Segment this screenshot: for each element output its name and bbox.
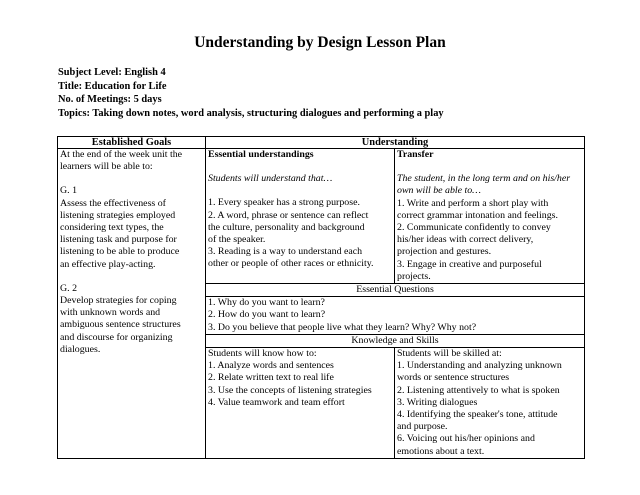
skills-heading: Students will be skilled at: <box>397 348 502 360</box>
text-line: 1. Write and perform a short play with <box>397 197 549 209</box>
text-line: an effective play-acting. <box>60 258 156 270</box>
text-line: At the end of the week unit the <box>60 149 183 160</box>
transfer-prompt <box>397 173 582 197</box>
topics: Topics: Taking down notes, word analysis, structuring dialogues and performing a play <box>58 107 444 119</box>
goal-1-text <box>60 198 203 271</box>
text-line: 3. Reading is a way to understand each <box>208 246 363 258</box>
text-line: 1. Every speaker has a strong purpose. <box>208 197 360 209</box>
text-line: 3. Use the concepts of listening strategies <box>208 384 372 396</box>
essential-questions-cell <box>206 297 585 335</box>
goal-1-label: G. 1 <box>60 185 78 197</box>
table-header-row <box>58 137 585 149</box>
text-line: 4. Identifying the speaker's tone, attitude <box>397 409 558 421</box>
goal-2-text <box>60 295 203 356</box>
lesson-title: Title: Education for Life <box>58 80 167 92</box>
essential-understandings-cell <box>206 149 395 284</box>
text-line: the culture, personality and background <box>208 221 365 233</box>
text-line: Assess the effectiveness of <box>60 197 166 209</box>
text-line: 1. Understanding and analyzing unknown <box>397 360 562 372</box>
knowledge-cell <box>206 348 395 459</box>
essential-understandings-list <box>208 197 392 270</box>
established-goals-cell <box>58 149 206 459</box>
text-line: Develop strategies for coping <box>60 295 177 307</box>
text-line: dialogues. <box>60 343 101 355</box>
goals-intro <box>60 149 203 173</box>
text-line: 2. Communicate confidently to convey <box>397 222 551 234</box>
text-line: The student, in the long term and on his/her <box>397 173 571 185</box>
text-line: of the speaker. <box>208 234 266 246</box>
text-line: words or sentence structures <box>397 372 510 384</box>
text-line: considering text types, the <box>60 222 164 234</box>
skills-list <box>397 360 582 458</box>
text-line: 2. How do you want to learn? <box>208 309 326 321</box>
text-line: with unknown words and <box>60 307 161 319</box>
subject-level: Subject Level: English 4 <box>58 67 166 78</box>
essential-understandings-prompt: Students will understand that… <box>208 173 333 185</box>
text-line: emotions about a text. <box>397 445 485 457</box>
text-line: 2. Relate written text to real life <box>208 372 334 384</box>
goal-2-label: G. 2 <box>60 282 78 294</box>
text-line: projects. <box>397 270 431 282</box>
text-line: listening task and purpose for <box>60 234 177 246</box>
text-line: own will be able to… <box>397 185 481 197</box>
text-line: 6. Voicing out his/her opinions and <box>397 433 535 445</box>
text-line: and purpose. <box>397 421 448 433</box>
understanding-header: Understanding <box>206 137 585 149</box>
essential-questions-heading: Essential Questions <box>206 284 585 297</box>
essential-understandings-heading: Essential understandings <box>208 149 314 160</box>
text-line: other or people of other races or ethnicity. <box>208 258 374 270</box>
lesson-meta <box>58 66 444 120</box>
knowledge-list <box>208 360 392 409</box>
text-line: 1. Why do you want to learn? <box>208 297 325 309</box>
text-line: 3. Engage in creative and purposeful <box>397 258 542 270</box>
established-goals-header: Established Goals <box>58 137 206 149</box>
lesson-plan-table <box>57 136 585 459</box>
text-line: 1. Analyze words and sentences <box>208 360 334 372</box>
text-line: ambiguous sentence structures <box>60 319 181 331</box>
text-line: 4. Value teamwork and team effort <box>208 396 345 408</box>
text-line: 3. Do you believe that people live what they learn? Why? Why not? <box>208 321 477 333</box>
text-line: and discourse for organizing <box>60 331 173 343</box>
knowledge-heading: Students will know how to: <box>208 348 317 360</box>
understandings-row <box>58 149 585 284</box>
transfer-list <box>397 198 582 283</box>
text-line: 3. Writing dialogues <box>397 396 478 408</box>
text-line: listening to be able to produce <box>60 246 180 258</box>
skills-cell <box>395 348 585 459</box>
text-line: his/her ideas with correct delivery, <box>397 234 534 246</box>
text-line: listening strategies employed <box>60 209 176 221</box>
text-line: correct grammar intonation and feelings. <box>397 209 558 221</box>
page-title: Understanding by Design Lesson Plan <box>194 34 446 51</box>
essential-questions-list <box>208 297 582 334</box>
transfer-cell <box>395 149 585 284</box>
text-line: 2. Listening attentively to what is spoken <box>397 384 560 396</box>
text-line: 2. A word, phrase or sentence can reflect <box>208 209 369 221</box>
text-line: learners will be able to: <box>60 161 153 173</box>
knowledge-skills-heading: Knowledge and Skills <box>206 334 585 347</box>
text-line: projection and gestures. <box>397 246 492 258</box>
transfer-heading: Transfer <box>397 149 434 160</box>
number-of-meetings: No. of Meetings: 5 days <box>58 94 162 106</box>
